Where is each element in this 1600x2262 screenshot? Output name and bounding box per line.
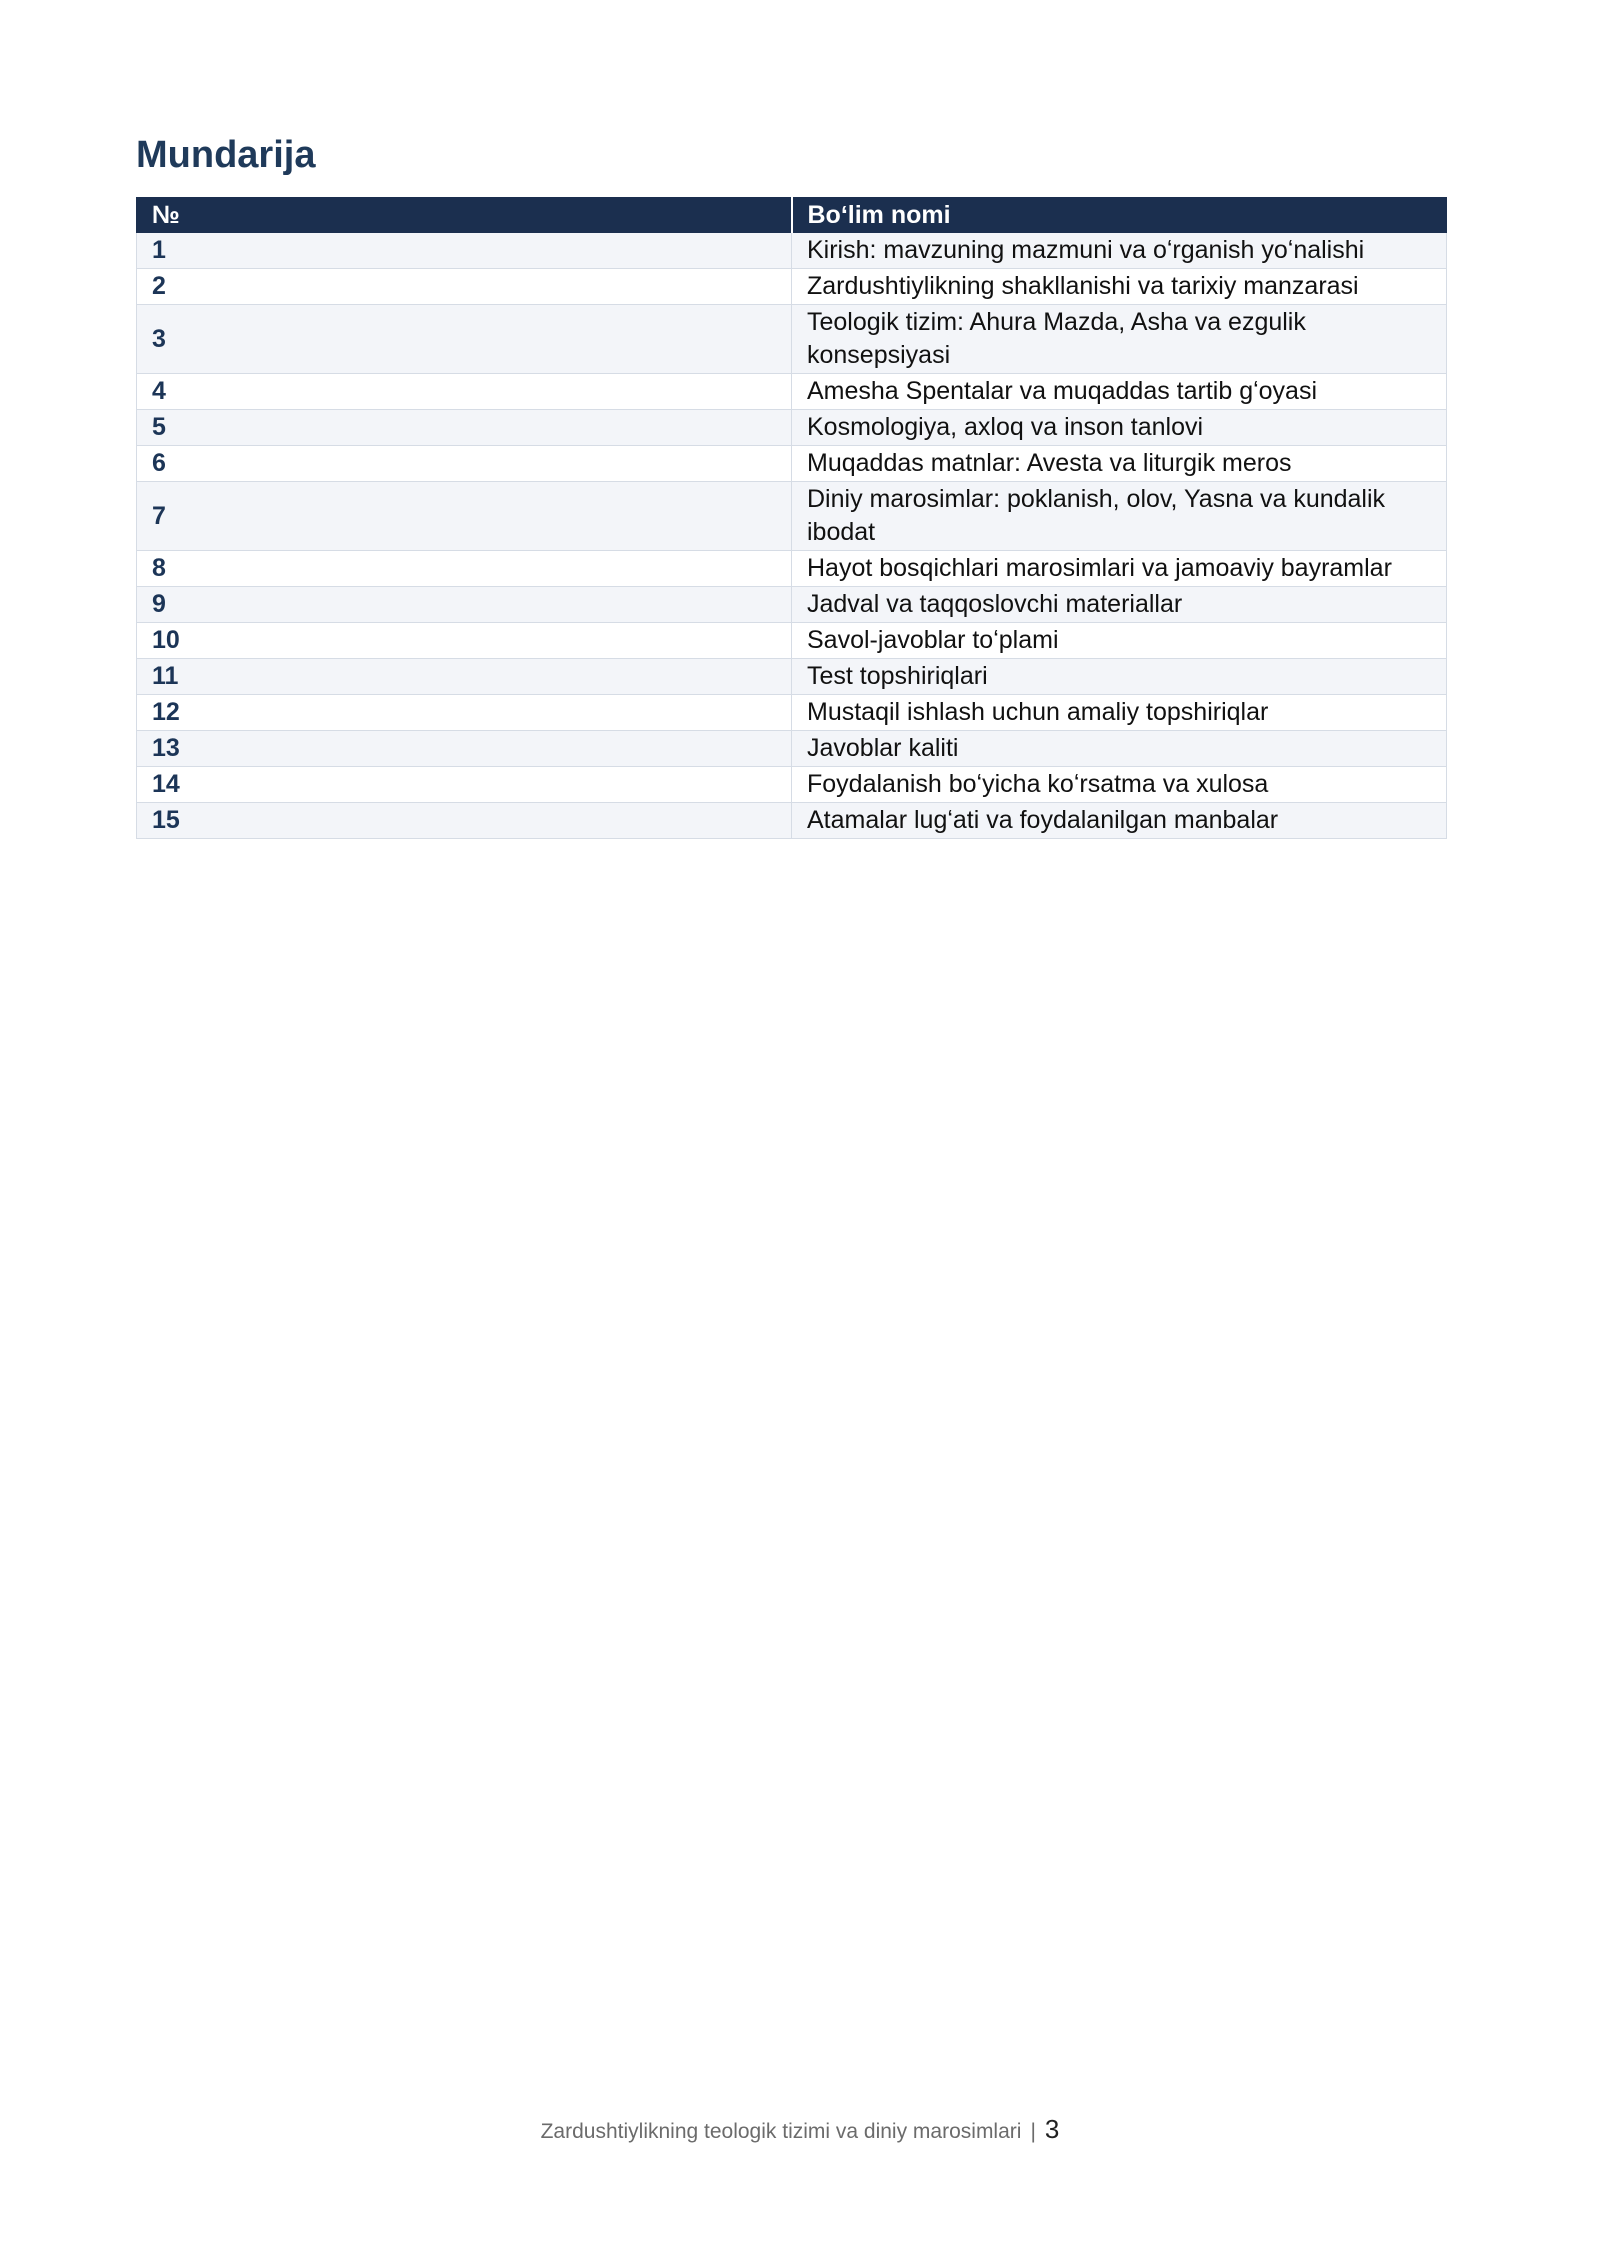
column-header-section: Boʻlim nomi bbox=[792, 198, 1447, 233]
toc-row-title: Zardushtiylikning shakllanishi va tarixiy manzarasi bbox=[792, 269, 1447, 305]
table-row bbox=[137, 803, 1447, 839]
toc-row-title: Kirish: mavzuning mazmuni va oʻrganish yoʻnalishi bbox=[792, 233, 1447, 269]
toc-row-title: Kosmologiya, axloq va inson tanlovi bbox=[792, 410, 1447, 446]
toc-row-title: Amesha Spentalar va muqaddas tartib gʻoyasi bbox=[792, 374, 1447, 410]
toc-row-number: 13 bbox=[137, 731, 792, 767]
table-row bbox=[137, 695, 1447, 731]
table-row bbox=[137, 587, 1447, 623]
toc-row-title: Savol-javoblar toʻplami bbox=[792, 623, 1447, 659]
page-number: 3 bbox=[1044, 2114, 1060, 2144]
toc-row-title: Jadval va taqqoslovchi materiallar bbox=[792, 587, 1447, 623]
toc-row-title: Muqaddas matnlar: Avesta va liturgik meros bbox=[792, 446, 1447, 482]
page-title: Mundarija bbox=[136, 134, 316, 176]
toc-row-number: 8 bbox=[137, 551, 792, 587]
table-header-row bbox=[137, 198, 1447, 233]
table-row bbox=[137, 623, 1447, 659]
toc-row-number: 2 bbox=[137, 269, 792, 305]
table-row bbox=[137, 446, 1447, 482]
column-header-number: № bbox=[137, 198, 792, 233]
table-row bbox=[137, 767, 1447, 803]
toc-row-number: 6 bbox=[137, 446, 792, 482]
toc-row-title: Diniy marosimlar: poklanish, olov, Yasna va kundalik ibodat bbox=[792, 482, 1447, 551]
toc-row-number: 4 bbox=[137, 374, 792, 410]
toc-row-number: 1 bbox=[137, 233, 792, 269]
toc-row-number: 9 bbox=[137, 587, 792, 623]
toc-row-title: Mustaqil ishlash uchun amaliy topshiriqlar bbox=[792, 695, 1447, 731]
toc-row-number: 11 bbox=[137, 659, 792, 695]
table-of-contents bbox=[136, 197, 1447, 839]
table-row bbox=[137, 410, 1447, 446]
footer-separator: | bbox=[1030, 2120, 1036, 2143]
table-row bbox=[137, 374, 1447, 410]
page-footer bbox=[0, 2110, 1600, 2151]
toc-row-title: Javoblar kaliti bbox=[792, 731, 1447, 767]
toc-row-number: 14 bbox=[137, 767, 792, 803]
toc-row-number: 10 bbox=[137, 623, 792, 659]
table-row bbox=[137, 482, 1447, 551]
table-row bbox=[137, 233, 1447, 269]
table-row bbox=[137, 659, 1447, 695]
toc-row-number: 12 bbox=[137, 695, 792, 731]
toc-row-title: Foydalanish boʻyicha koʻrsatma va xulosa bbox=[792, 767, 1447, 803]
toc-row-title: Hayot bosqichlari marosimlari va jamoaviy bayramlar bbox=[792, 551, 1447, 587]
table-row bbox=[137, 731, 1447, 767]
table-row bbox=[137, 269, 1447, 305]
toc-row-number: 5 bbox=[137, 410, 792, 446]
toc-row-title: Teologik tizim: Ahura Mazda, Asha va ezgulik konsepsiyasi bbox=[792, 305, 1447, 374]
toc-row-title: Test topshiriqlari bbox=[792, 659, 1447, 695]
table-row bbox=[137, 551, 1447, 587]
toc-row-number: 3 bbox=[137, 305, 792, 374]
toc-row-title: Atamalar lugʻati va foydalanilgan manbalar bbox=[792, 803, 1447, 839]
toc-row-number: 7 bbox=[137, 482, 792, 551]
table-row bbox=[137, 305, 1447, 374]
toc-row-number: 15 bbox=[137, 803, 792, 839]
footer-title: Zardushtiylikning teologik tizimi va diniy marosimlari bbox=[540, 2120, 1022, 2143]
